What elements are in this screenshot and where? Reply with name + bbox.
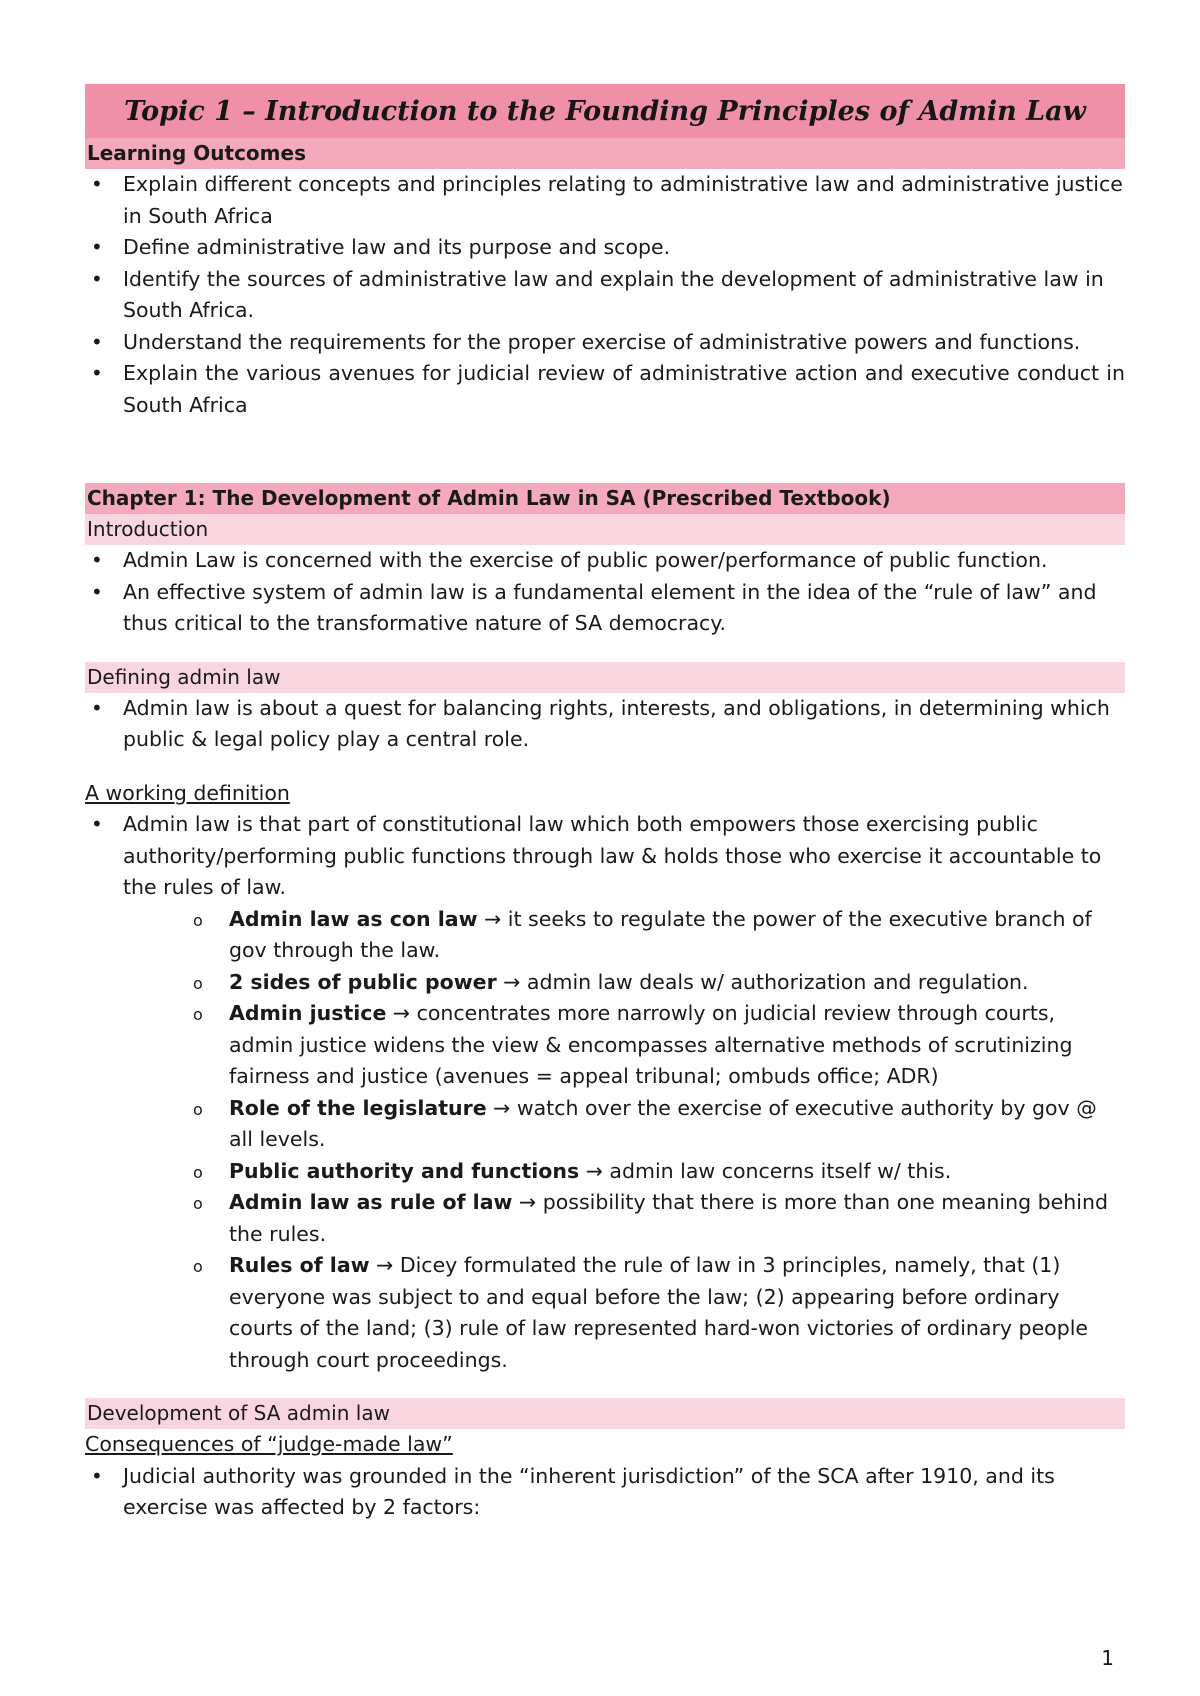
list-item: • Admin law is about a quest for balancing rights, interests, and obligations, in determining which public & legal policy play a central role. <box>85 693 1125 756</box>
learning-outcomes-heading: Learning Outcomes <box>85 138 1125 169</box>
list-item: • Understand the requirements for the proper exercise of administrative powers and functions. <box>85 327 1125 359</box>
page-number: 1 <box>1101 1646 1114 1670</box>
sub-list-item: o 2 sides of public power → admin law deals w/ authorization and regulation. <box>193 967 1125 999</box>
sub-list-item: o Admin law as con law → it seeks to regulate the power of the executive branch of gov through the law. <box>193 904 1125 967</box>
working-definition-list <box>85 809 1125 904</box>
section-heading-defining: Defining admin law <box>85 662 1125 693</box>
sub-list-item: o Role of the legislature → watch over the exercise of executive authority by gov @ all levels. <box>193 1093 1125 1156</box>
page-title: Topic 1 – Introduction to the Founding Principles of Admin Law <box>85 84 1125 138</box>
working-definition-heading: A working definition <box>85 780 290 805</box>
term: Rules of law <box>229 1253 370 1277</box>
list-item: • Explain different concepts and principles relating to administrative law and administrative justice in South Africa <box>85 169 1125 232</box>
term: Admin justice <box>229 1001 387 1025</box>
term: Admin law as rule of law <box>229 1190 513 1214</box>
list-item: • Explain the various avenues for judicial review of administrative action and executive conduct in South Africa <box>85 358 1125 421</box>
section-heading-introduction: Introduction <box>85 514 1125 545</box>
document-page <box>85 84 1125 1524</box>
introduction-list <box>85 545 1125 640</box>
sub-list-item: o Admin law as rule of law → possibility that there is more than one meaning behind the rules. <box>193 1187 1125 1250</box>
development-subheading: Consequences of “judge-made law” <box>85 1432 453 1456</box>
sub-list-item: o Public authority and functions → admin law concerns itself w/ this. <box>193 1156 1125 1188</box>
learning-outcomes-list <box>85 169 1125 421</box>
list-item: • Judicial authority was grounded in the “inherent jurisdiction” of the SCA after 1910, and its exercise was affected by 2 factors: <box>85 1461 1125 1524</box>
list-item: • Admin Law is concerned with the exercise of public power/performance of public function. <box>85 545 1125 577</box>
list-item: • Admin law is that part of constitutional law which both empowers those exercising public authority/performing public functions through law & holds those who exercise it accountable to the rules of law. <box>85 809 1125 904</box>
term: 2 sides of public power <box>229 969 497 994</box>
term: Admin law as con law <box>229 906 478 931</box>
development-list <box>85 1461 1125 1524</box>
sub-list-item: o Rules of law → Dicey formulated the rule of law in 3 principles, namely, that (1) everyone was subject to and equal before the law; (2) appearing before ordinary courts of the land; (3) rule of law represented hard-won victories of ordinary people through court proceedings. <box>193 1250 1125 1376</box>
chapter-heading: Chapter 1: The Development of Admin Law in SA (Prescribed Textbook) <box>85 483 1125 514</box>
sub-list-item: o Admin justice → concentrates more narrowly on judicial review through courts, admin justice widens the view & encompasses alternative methods of scrutinizing fairness and justice (avenues = appeal tribunal; ombuds office; ADR) <box>193 998 1125 1093</box>
section-heading-development: Development of SA admin law <box>85 1398 1125 1429</box>
working-definition-sublist <box>85 904 1125 1377</box>
defining-list <box>85 693 1125 756</box>
list-item: • Identify the sources of administrative law and explain the development of administrative law in South Africa. <box>85 264 1125 327</box>
list-item: • An effective system of admin law is a fundamental element in the idea of the “rule of law” and thus critical to the transformative nature of SA democracy. <box>85 577 1125 640</box>
list-item: • Define administrative law and its purpose and scope. <box>85 232 1125 264</box>
term: Role of the legislature <box>229 1095 487 1120</box>
term: Public authority and functions <box>229 1158 580 1183</box>
